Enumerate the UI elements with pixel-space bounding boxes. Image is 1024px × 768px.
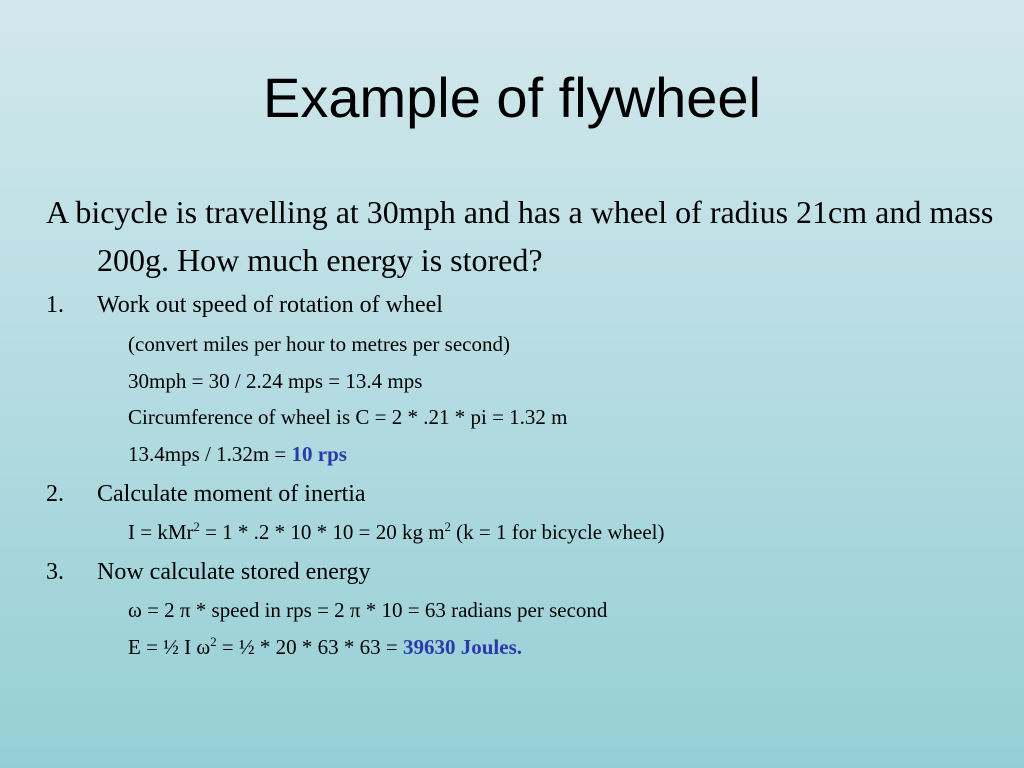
inertia-part: = 1 * .2 * 10 * 10 = 20 kg m	[199, 520, 445, 544]
step-text: Calculate moment of inertia	[97, 481, 366, 507]
slide-title: Example of flywheel	[262, 66, 761, 129]
convert-note: (convert miles per hour to metres per second)	[128, 332, 510, 356]
energy-result: 39630 Joules.	[402, 635, 522, 659]
energy-line	[128, 632, 522, 662]
omega-line: ω = 2 π * speed in rps = 2 π * 10 = 63 radians per second	[128, 598, 608, 622]
inertia-part: (k = 1 for bicycle wheel)	[450, 520, 665, 544]
step-text: Now calculate stored energy	[97, 559, 371, 585]
circumference-line: Circumference of wheel is C = 2 * .21 * pi = 1.32 m	[128, 405, 568, 429]
exponent: 2	[193, 520, 200, 534]
step-number: 1.	[46, 292, 64, 318]
mph-conversion: 30mph = 30 / 2.24 mps = 13.4 mps	[128, 369, 423, 393]
step-number: 3.	[46, 559, 64, 585]
rps-prefix: 13.4mps / 1.32m =	[128, 442, 292, 466]
exponent: 2	[444, 520, 451, 534]
problem-statement: A bicycle is travelling at 30mph and has a wheel of radius 21cm and mass 200g. How much energy is stored?	[46, 194, 994, 278]
inertia-part: I = kMr	[128, 520, 194, 544]
rps-line	[128, 439, 347, 469]
exponent: 2	[210, 635, 217, 649]
step-text: Work out speed of rotation of wheel	[97, 292, 443, 318]
energy-part: E = ½ I ω	[128, 635, 211, 659]
rps-result: 10 rps	[291, 442, 347, 466]
energy-part: = ½ * 20 * 63 * 63 =	[216, 635, 403, 659]
step-number: 2.	[46, 481, 64, 507]
inertia-line	[128, 517, 664, 547]
